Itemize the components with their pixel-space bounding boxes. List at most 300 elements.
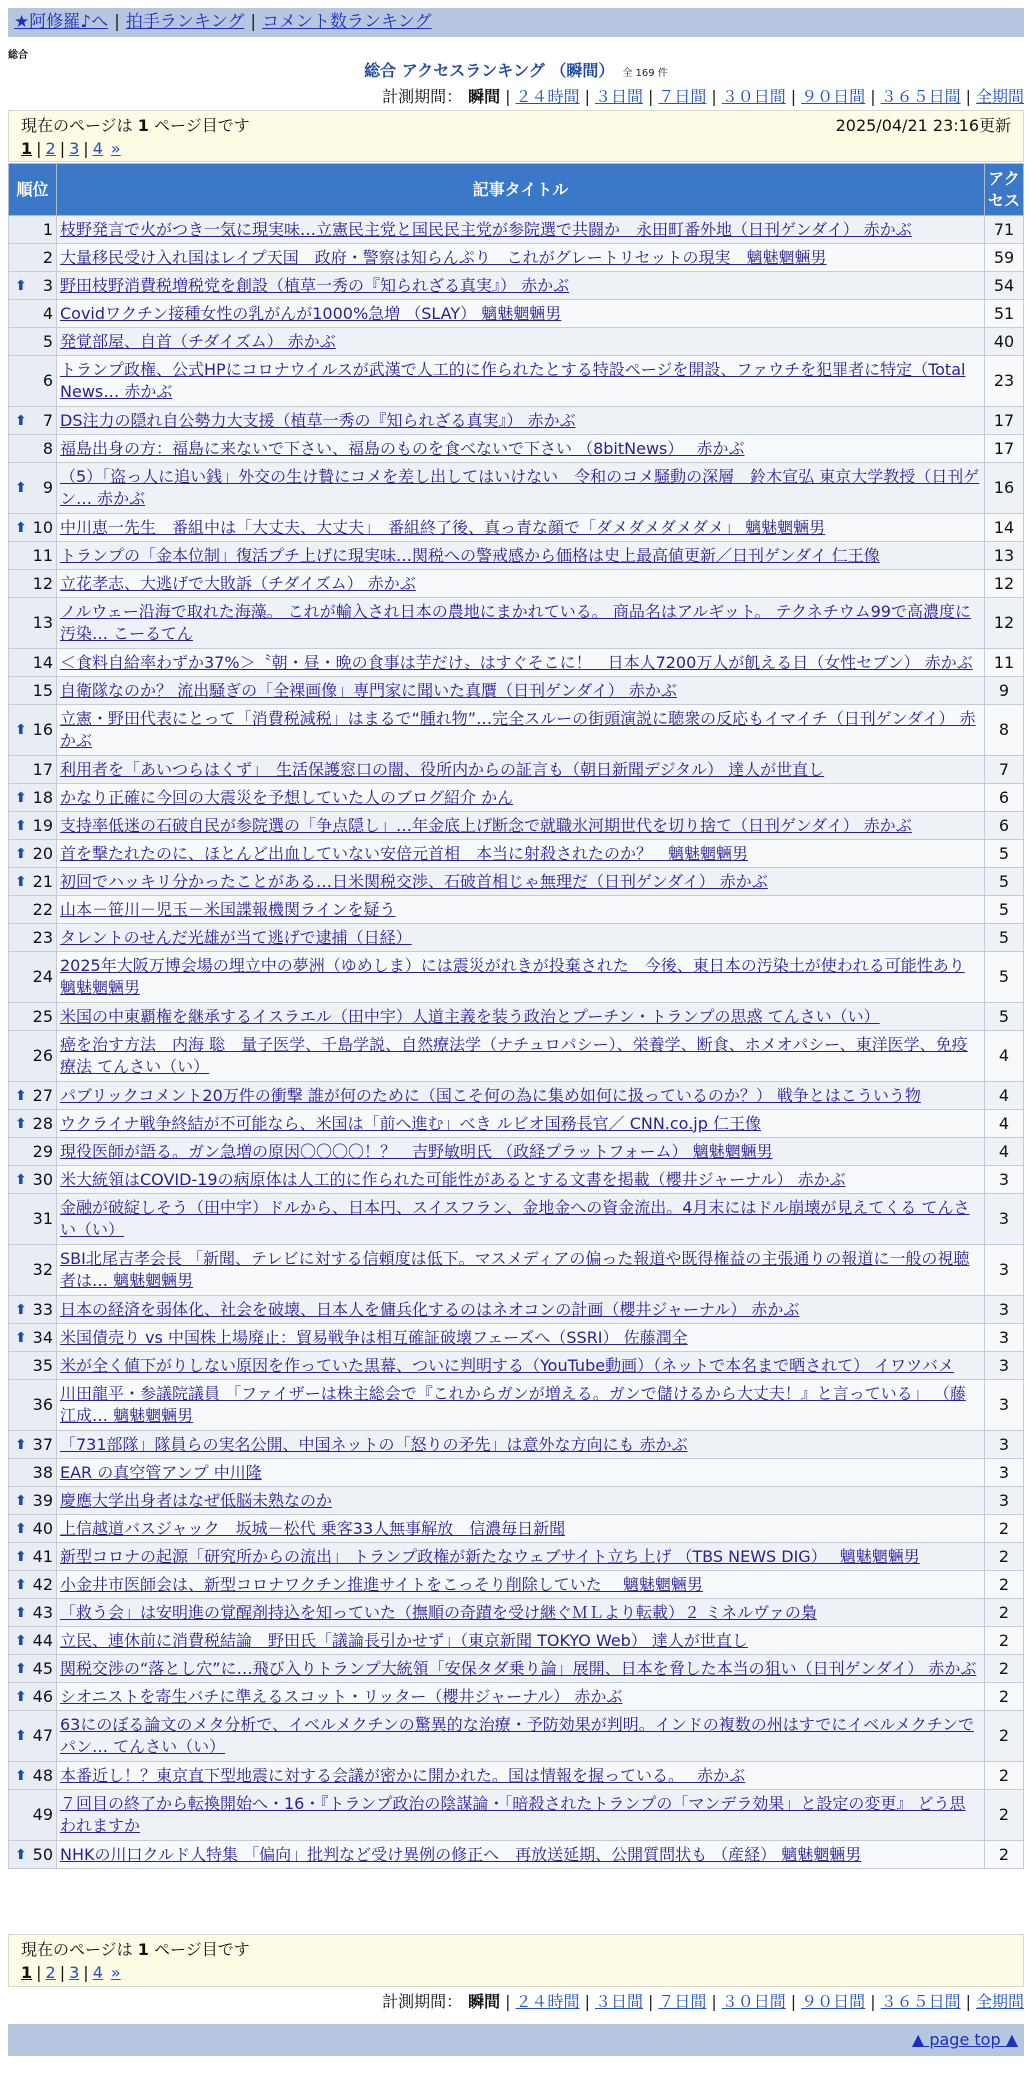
rank-number: 18 — [32, 787, 53, 807]
column-header-title: 記事タイトル — [57, 164, 985, 216]
article-link[interactable]: 枝野発言で火がつき一気に現実味…立憲民主党と国民民主党が参院選で共闘か 永田町番外地（日刊ゲンダイ） 赤かぶ — [60, 219, 912, 239]
table-row — [9, 407, 1024, 435]
rank-cell — [9, 705, 57, 756]
page-link-next[interactable]: » — [110, 139, 121, 158]
title-cell — [57, 1380, 985, 1431]
rank-number: 23 — [32, 927, 53, 947]
rank-number: 33 — [32, 1299, 53, 1319]
rank-cell — [9, 1841, 57, 1869]
access-count: 3 — [985, 1245, 1024, 1296]
access-count: 14 — [985, 514, 1024, 542]
period-3d[interactable]: ３日間 — [594, 87, 643, 106]
article-link[interactable]: 金融が破綻しそう（田中宇）ドルから、日本円、スイスフラン、金地金への資金流出。4月末にはドル崩壊が見えてくる てんさい（い） — [60, 1198, 970, 1239]
updated-timestamp: 2025/04/21 23:16更新 — [835, 116, 1011, 135]
table-row — [9, 1082, 1024, 1110]
article-link[interactable]: 米大統領はCOVID-19の病原体は人工的に作られた可能性があるとする文書を掲載（櫻井ジャーナル） 赤かぶ — [60, 1169, 846, 1189]
table-row — [9, 1655, 1024, 1683]
table-row — [9, 1380, 1024, 1431]
table-row — [9, 1711, 1024, 1762]
page-link-2[interactable]: 2 — [45, 1963, 56, 1982]
period-label: 計測期間： — [382, 1992, 463, 2011]
table-row — [9, 570, 1024, 598]
article-link[interactable]: 米が全く値下がりしない原因を作っていた黒幕、ついに判明する（YouTube動画）（ネットで本名まで晒されて） イワツバメ — [60, 1355, 954, 1375]
title-cell — [57, 1352, 985, 1380]
rank-cell — [9, 896, 57, 924]
rank-cell — [9, 756, 57, 784]
access-count: 3 — [985, 1352, 1024, 1380]
article-link[interactable]: 初回でハッキリ分かったことがある…日米関税交渉、石破首相じゃ無理だ（日刊ゲンダイ） 赤かぶ — [60, 871, 768, 891]
title-cell — [57, 1082, 985, 1110]
article-link[interactable]: NHKの川口クルド人特集 「偏向」批判など受け異例の修正へ 再放送延期、公開質問状も （産経） 魑魅魍魎男 — [60, 1844, 862, 1864]
rank-cell — [9, 514, 57, 542]
rank-cell — [9, 1031, 57, 1082]
pagination: 1 | 2 | 3 | 4 » — [21, 1963, 121, 1982]
rank-cell — [9, 1082, 57, 1110]
title-cell — [57, 896, 985, 924]
rank-number: 11 — [32, 545, 53, 565]
up-arrow-icon: ⬆ — [15, 1548, 27, 1565]
rank-number: 24 — [32, 967, 53, 986]
article-link[interactable]: 小金井市医師会は、新型コロナワクチン推進サイトをこっそり削除していた 魑魅魍魎男 — [60, 1574, 703, 1594]
access-count: 8 — [985, 705, 1024, 756]
access-count: 3 — [985, 1459, 1024, 1487]
table-row — [9, 1194, 1024, 1245]
rank-cell — [9, 1138, 57, 1166]
title-cell — [57, 1138, 985, 1166]
table-row — [9, 784, 1024, 812]
title-cell — [57, 1627, 985, 1655]
page-link-4[interactable]: 4 — [92, 1963, 103, 1982]
up-arrow-icon: ⬆ — [15, 789, 27, 806]
article-link[interactable]: かなり正確に今回の大震災を予想していた人のブログ紹介 かん — [60, 787, 514, 807]
table-row — [9, 435, 1024, 463]
page-link-3[interactable]: 3 — [69, 1963, 80, 1982]
period-30d[interactable]: ３０日間 — [721, 87, 786, 106]
rank-cell — [9, 1352, 57, 1380]
title-cell — [57, 705, 985, 756]
rank-number: 1 — [42, 219, 53, 239]
column-header-access: アクセス — [985, 164, 1024, 216]
period-365d[interactable]: ３６５日間 — [880, 87, 961, 106]
category-label: 総合 — [8, 50, 28, 61]
rank-number: 49 — [32, 1805, 53, 1824]
page-indicator-prefix: 現在のページは — [21, 116, 133, 135]
table-row — [9, 1245, 1024, 1296]
rank-cell — [9, 1599, 57, 1627]
article-link[interactable]: 米国債売り vs 中国株上場廃止：貿易戦争は相互確証破壊フェーズへ（SSRI） 佐藤潤全 — [60, 1327, 688, 1347]
rank-number: 29 — [32, 1141, 53, 1161]
article-link[interactable]: ウクライナ戦争終結が不可能なら、米国は「前へ進む」べき ルビオ国務長官／ CNN.co.jp 仁王像 — [60, 1113, 761, 1133]
article-link[interactable]: トランプ政権、公式HPにコロナウイルスが武漢で人工的に作られたとする特設ページを開設、ファウチを犯罪者に特定（Total News… 赤かぶ — [60, 360, 966, 401]
article-link[interactable]: 中川恵一先生 番組中は「大丈夫、大丈夫」 番組終了後、真っ青な顔で「ダメダメダメダメ」 魑魅魍魎男 — [60, 517, 826, 537]
rank-number: 41 — [32, 1546, 53, 1566]
title-cell — [57, 649, 985, 677]
title-cell — [57, 924, 985, 952]
article-link[interactable]: 「救う会」は安明進の覚醒剤持込を知っていた（撫順の奇蹟を受け継ぐＭＬより転載）２ ミネルヴァの梟 — [60, 1602, 817, 1622]
table-row — [9, 705, 1024, 756]
page-link-4[interactable]: 4 — [92, 139, 103, 158]
period-7d[interactable]: ７日間 — [658, 1992, 707, 2011]
article-link[interactable]: 発覚部屋、自首（チダイズム） 赤かぶ — [60, 331, 336, 351]
title-cell — [57, 216, 985, 244]
access-count: 4 — [985, 1138, 1024, 1166]
period-7d[interactable]: ７日間 — [658, 87, 707, 106]
access-count: 2 — [985, 1841, 1024, 1869]
article-link[interactable]: （5）「盗っ人に追い銭」外交の生け贄にコメを差し出してはいけない 令和のコメ騒動の深層 鈴木宣弘 東京大学教授（日刊ゲン… 赤かぶ — [60, 467, 980, 508]
article-link[interactable]: 63にのぼる論文のメタ分析で、イベルメクチンの驚異的な治療・予防効果が判明。インドの複数の州はすでにイベルメクチンでパン… てんさい（い） — [60, 1715, 974, 1756]
access-count: 40 — [985, 328, 1024, 356]
table-row — [9, 1841, 1024, 1869]
title-cell — [57, 1655, 985, 1683]
table-row — [9, 1571, 1024, 1599]
table-row — [9, 1599, 1024, 1627]
article-link[interactable]: 現役医師が語る。ガン急増の原因〇〇〇〇！？ 吉野敏明氏 （政経プラットフォーム） 魑魅魍魎男 — [60, 1141, 773, 1161]
rank-number: 19 — [32, 815, 53, 835]
page-link-current: 1 — [21, 139, 33, 158]
table-row — [9, 840, 1024, 868]
rank-cell — [9, 1543, 57, 1571]
rank-number: 43 — [32, 1602, 53, 1622]
rank-cell — [9, 868, 57, 896]
table-row — [9, 463, 1024, 514]
rank-number: 16 — [32, 720, 53, 739]
title-cell — [57, 328, 985, 356]
access-count: 2 — [985, 1683, 1024, 1711]
rank-number: 22 — [32, 899, 53, 919]
rank-number: 36 — [32, 1395, 53, 1414]
rank-number: 12 — [32, 573, 53, 593]
rank-number: 45 — [32, 1658, 53, 1678]
rank-cell — [9, 1459, 57, 1487]
rank-cell — [9, 840, 57, 868]
rank-cell — [9, 1655, 57, 1683]
article-link[interactable]: DS注力の隠れ自公勢力大支援（植草一秀の『知られざる真実』） 赤かぶ — [60, 410, 576, 430]
article-link[interactable]: 福島出身の方：福島に来ないで下さい、福島のものを食べないで下さい （8bitNews） 赤かぶ — [60, 438, 745, 458]
nav-link-applause-ranking[interactable]: 拍手ランキング — [125, 12, 245, 32]
period-3d[interactable]: ３日間 — [594, 1992, 643, 2011]
table-row — [9, 1431, 1024, 1459]
access-count: 3 — [985, 1487, 1024, 1515]
rank-cell — [9, 1571, 57, 1599]
rank-number: 6 — [42, 371, 53, 390]
access-count: 3 — [985, 1380, 1024, 1431]
access-count: 5 — [985, 924, 1024, 952]
period-current: 瞬間 — [468, 87, 501, 106]
article-link[interactable]: 新型コロナの起源「研究所からの流出」 トランプ政権が新たなウェブサイト立ち上げ （TBS NEWS DIG） 魑魅魍魎男 — [60, 1546, 920, 1566]
page-top-link[interactable]: ▲ page top ▲ — [911, 2030, 1018, 2049]
title-cell — [57, 463, 985, 514]
table-row — [9, 649, 1024, 677]
access-count: 2 — [985, 1543, 1024, 1571]
article-link[interactable]: 「731部隊」隊員らの実名公開、中国ネットの「怒りの矛先」は意外な方向にも 赤かぶ — [60, 1434, 688, 1454]
title-cell — [57, 356, 985, 407]
title-cell — [57, 435, 985, 463]
period-selector-top: 計測期間： 瞬間 | ２４時間 | ３日間 | ７日間 | ３０日間 | ９０日間 | ３６５日間 | 全期間 — [382, 87, 1024, 106]
period-24h[interactable]: ２４時間 — [515, 87, 580, 106]
up-arrow-icon: ⬆ — [15, 845, 27, 862]
nav-separator: | — [114, 12, 120, 32]
rank-cell — [9, 677, 57, 705]
table-row — [9, 924, 1024, 952]
rank-cell — [9, 328, 57, 356]
table-row — [9, 812, 1024, 840]
title-cell — [57, 677, 985, 705]
rank-number: 26 — [32, 1046, 53, 1065]
table-row — [9, 1487, 1024, 1515]
article-link[interactable]: 自衛隊なのか？ 流出騒ぎの「全裸画像」専門家に聞いた真贋（日刊ゲンダイ） 赤かぶ — [60, 680, 677, 700]
up-arrow-icon: ⬆ — [15, 1660, 27, 1677]
access-count: 54 — [985, 272, 1024, 300]
pager-top — [8, 110, 1024, 162]
rank-cell — [9, 542, 57, 570]
pager-bottom — [8, 1934, 1024, 1987]
page-indicator-number: 1 — [137, 1940, 149, 1959]
rank-number: 38 — [32, 1462, 53, 1482]
ranking-heading — [0, 60, 1032, 85]
title-cell — [57, 1110, 985, 1138]
rank-number: 42 — [32, 1574, 53, 1594]
access-count: 3 — [985, 1296, 1024, 1324]
access-count: 2 — [985, 1571, 1024, 1599]
pagination: 1 | 2 | 3 | 4 » — [21, 139, 121, 158]
article-link[interactable]: ノルウェー沿海で取れた海藻。 これが輸入され日本の農地にまかれている。 商品名はアルギット。 テクネチウム99で高濃度に汚染… こーるてん — [60, 602, 971, 643]
access-count: 2 — [985, 1515, 1024, 1543]
table-row — [9, 1324, 1024, 1352]
item-count: 全 169 件 — [622, 68, 668, 79]
up-arrow-icon: ⬆ — [15, 722, 27, 738]
rank-number: 21 — [32, 871, 53, 891]
table-row — [9, 1790, 1024, 1841]
title-cell — [57, 300, 985, 328]
title-cell — [57, 1324, 985, 1352]
title-cell — [57, 1459, 985, 1487]
title-cell — [57, 1543, 985, 1571]
rank-number: 13 — [32, 613, 53, 632]
title-cell — [57, 1711, 985, 1762]
title-cell — [57, 272, 985, 300]
rank-cell — [9, 570, 57, 598]
access-count: 11 — [985, 649, 1024, 677]
table-row — [9, 272, 1024, 300]
rank-number: 14 — [32, 652, 53, 672]
table-row — [9, 1459, 1024, 1487]
article-link[interactable]: 上信越道バスジャック 坂城－松代 乗客33人無事解放 信濃毎日新聞 — [60, 1518, 566, 1538]
access-count: 2 — [985, 1627, 1024, 1655]
rank-number: 2 — [42, 247, 53, 267]
rank-cell — [9, 1711, 57, 1762]
access-count: 4 — [985, 1082, 1024, 1110]
title-cell — [57, 1762, 985, 1790]
rank-number: 3 — [42, 275, 53, 295]
title-cell — [57, 1431, 985, 1459]
title-cell — [57, 784, 985, 812]
rank-number: 37 — [32, 1434, 53, 1454]
article-link[interactable]: 首を撃たれたのに、ほとんど出血していない安倍元首相 本当に射殺されたのか？ 魑魅魍魎男 — [60, 843, 749, 863]
page-indicator-suffix: ページ目です — [154, 1940, 250, 1959]
title-cell — [57, 1683, 985, 1711]
rank-number: 7 — [42, 410, 53, 430]
article-link[interactable]: EAR の真空管アンプ 中川隆 — [60, 1462, 262, 1482]
title-cell — [57, 868, 985, 896]
rank-cell — [9, 924, 57, 952]
rank-number: 10 — [32, 517, 53, 537]
access-count: 4 — [985, 1031, 1024, 1082]
title-cell — [57, 1599, 985, 1627]
access-count: 4 — [985, 1110, 1024, 1138]
access-count: 12 — [985, 598, 1024, 649]
article-link[interactable]: シオニストを寄生バチに準えるスコット・リッター（櫻井ジャーナル） 赤かぶ — [60, 1686, 623, 1706]
title-cell — [57, 514, 985, 542]
period-30d[interactable]: ３０日間 — [721, 1992, 786, 2011]
article-link[interactable]: 関税交渉の“落とし穴”に…飛び入りトランプ大統領「安保タダ乗り論」展開、日本を脅した本当の狙い（日刊ゲンダイ） 赤かぶ — [60, 1658, 977, 1678]
table-row — [9, 1296, 1024, 1324]
up-arrow-icon: ⬆ — [15, 1087, 27, 1104]
table-row — [9, 1110, 1024, 1138]
access-count: 59 — [985, 244, 1024, 272]
title-cell — [57, 570, 985, 598]
access-count: 2 — [985, 1711, 1024, 1762]
rank-cell — [9, 1627, 57, 1655]
article-link[interactable]: 支持率低迷の石破自民が参院選の「争点隠し」…年金底上げ断念で就職氷河期世代を切り捨て（日刊ゲンダイ） 赤かぶ — [60, 815, 912, 835]
period-365d[interactable]: ３６５日間 — [880, 1992, 961, 2011]
article-link[interactable]: 米国の中東覇権を継承するイスラエル（田中宇）人道主義を装う政治とプーチン・トランプの思惑 てんさい（い） — [60, 1006, 880, 1026]
table-row — [9, 896, 1024, 924]
title-cell — [57, 1790, 985, 1841]
up-arrow-icon: ⬆ — [15, 1576, 27, 1593]
nav-link-comment-ranking[interactable]: コメント数ランキング — [262, 12, 432, 32]
up-arrow-icon: ⬆ — [15, 1171, 27, 1188]
page-indicator-suffix: ページ目です — [154, 116, 250, 135]
title-cell — [57, 812, 985, 840]
period-all[interactable]: 全期間 — [975, 1992, 1024, 2011]
table-row — [9, 1031, 1024, 1082]
up-arrow-icon: ⬆ — [15, 1632, 27, 1649]
up-arrow-icon: ⬆ — [15, 817, 27, 834]
up-arrow-icon: ⬆ — [15, 1604, 27, 1621]
article-link[interactable]: 利用者を「あいつらはくず」 生活保護窓口の闇、役所内からの証言も（朝日新聞デジタル） 達人が世直し — [60, 759, 825, 779]
up-arrow-icon: ⬆ — [15, 1520, 27, 1537]
table-row — [9, 356, 1024, 407]
article-link[interactable]: 大量移民受け入れ国はレイプ天国 政府・警察は知らんぷり これがグレートリセットの現実 魑魅魍魎男 — [60, 247, 827, 267]
rank-cell — [9, 1194, 57, 1245]
title-cell — [57, 952, 985, 1003]
article-link[interactable]: ７回目の終了から転換開始へ・16・『トランプ政治の陰謀論・「暗殺されたトランプの「マンデラ効果」と設定の変更』 どう思われますか — [60, 1794, 966, 1835]
page-link-next[interactable]: » — [110, 1963, 121, 1982]
access-count: 3 — [985, 1166, 1024, 1194]
title-cell — [57, 756, 985, 784]
access-count: 3 — [985, 1324, 1024, 1352]
page-link-2[interactable]: 2 — [45, 139, 56, 158]
access-count: 5 — [985, 840, 1024, 868]
article-link[interactable]: 山本－笹川－児玉－米国諜報機関ラインを疑う — [60, 899, 396, 919]
page-link-3[interactable]: 3 — [69, 139, 80, 158]
rank-cell — [9, 812, 57, 840]
access-count: 17 — [985, 435, 1024, 463]
article-link[interactable]: 日本の経済を弱体化、社会を破壊、日本人を傭兵化するのはネオコンの計画（櫻井ジャーナル） 赤かぶ — [60, 1299, 800, 1319]
nav-link-asyura[interactable]: ★阿修羅♪へ — [14, 12, 109, 32]
table-row — [9, 868, 1024, 896]
rank-number: 35 — [32, 1355, 53, 1375]
rank-number: 8 — [42, 438, 53, 458]
rank-number: 40 — [32, 1518, 53, 1538]
access-count: 2 — [985, 1790, 1024, 1841]
table-row — [9, 598, 1024, 649]
title-cell — [57, 1245, 985, 1296]
access-count: 5 — [985, 1003, 1024, 1031]
title-cell — [57, 1003, 985, 1031]
table-row — [9, 952, 1024, 1003]
rank-cell — [9, 1245, 57, 1296]
table-row — [9, 244, 1024, 272]
period-all[interactable]: 全期間 — [975, 87, 1024, 106]
rank-cell — [9, 649, 57, 677]
up-arrow-icon: ⬆ — [15, 1846, 27, 1863]
rank-cell — [9, 435, 57, 463]
rank-cell — [9, 1296, 57, 1324]
article-link[interactable]: 川田龍平・参議院議員 「ファイザーは株主総会で『これからガンが増える。ガンで儲けるから大丈夫！』と言っている」 （藤江成… 魑魅魍魎男 — [60, 1384, 966, 1425]
bottom-bar — [8, 2024, 1024, 2056]
title-cell — [57, 407, 985, 435]
rank-number: 4 — [42, 303, 53, 323]
article-link[interactable]: Covidワクチン接種女性の乳がんが1000%急増 （SLAY） 魑魅魍魎男 — [60, 303, 562, 323]
article-link[interactable]: 立憲・野田代表にとって「消費税減税」はまるで“腫れ物”…完全スルーの街頭演説に聴衆の反応もイマイチ（日刊ゲンダイ） 赤かぶ — [60, 709, 976, 750]
table-row — [9, 1543, 1024, 1571]
up-arrow-icon: ⬆ — [15, 277, 27, 294]
article-link[interactable]: 2025年大阪万博会場の埋立中の夢洲（ゆめしま）には震災がれきが投棄された 今後、東日本の汚染土が使われる可能性あり 魑魅魍魎男 — [60, 956, 965, 997]
access-count: 51 — [985, 300, 1024, 328]
rank-number: 48 — [32, 1765, 53, 1785]
access-count: 5 — [985, 868, 1024, 896]
title-cell — [57, 1841, 985, 1869]
rank-number: 46 — [32, 1686, 53, 1706]
article-link[interactable]: 野田枝野消費税増税党を創設（植草一秀の『知られざる真実』） 赤かぶ — [60, 275, 570, 295]
nav-separator: | — [250, 12, 257, 32]
article-link[interactable]: トランプの「金本位制」復活プチ上げに現実味…関税への警戒感から価格は史上最高値更新／日刊ゲンダイ 仁王像 — [60, 545, 880, 565]
table-row — [9, 1003, 1024, 1031]
rank-cell — [9, 598, 57, 649]
table-row — [9, 1683, 1024, 1711]
access-count: 2 — [985, 1655, 1024, 1683]
article-link[interactable]: 立花孝志、大逃げで大敗訴（チダイズム） 赤かぶ — [60, 573, 416, 593]
top-nav-bar — [8, 8, 1024, 37]
table-row — [9, 1352, 1024, 1380]
article-link[interactable]: パブリックコメント20万件の衝撃 誰が何のために（国こそ何の為に集め如何に扱っているのか？） 戦争とはこういう物 — [60, 1085, 921, 1105]
access-count: 5 — [985, 952, 1024, 1003]
title-cell — [57, 1571, 985, 1599]
page-link-current: 1 — [21, 1963, 33, 1982]
period-90d[interactable]: ９０日間 — [801, 1992, 866, 2011]
period-current: 瞬間 — [468, 1992, 501, 2011]
access-count: 3 — [985, 1194, 1024, 1245]
article-link[interactable]: SBI北尾吉孝会長 「新聞、テレビに対する信頼度は低下。マスメディアの偏った報道や既得権益の主張通りの報道に一般の視聴者は… 魑魅魍魎男 — [60, 1249, 970, 1290]
article-link[interactable]: 本番近し！？東京直下型地震に対する会議が密かに開かれた。国は情報を握っている。 赤かぶ — [60, 1765, 746, 1785]
article-link[interactable]: タレントのせんだ光雄が当て逃げで逮捕（日経） — [60, 927, 412, 947]
rank-cell — [9, 1110, 57, 1138]
article-link[interactable]: 立民、連休前に消費税結論 野田氏「議論長引かせず」（東京新聞 TOKYO Web） 達人が世直し — [60, 1630, 748, 1650]
title-cell — [57, 244, 985, 272]
period-selector-bottom: 計測期間： 瞬間 | ２４時間 | ３日間 | ７日間 | ３０日間 | ９０日間 | ３６５日間 | 全期間 — [382, 1992, 1024, 2011]
table-row — [9, 1515, 1024, 1543]
rank-number: 25 — [32, 1006, 53, 1026]
access-count: 3 — [985, 1431, 1024, 1459]
article-link[interactable]: ＜食料自給率わずか37%＞〝朝・昼・晩の食事は芋だけ〟はすぐそこに！ 日本人7200万人が飢える日（女性セブン） 赤かぶ — [60, 652, 973, 672]
period-24h[interactable]: ２４時間 — [515, 1992, 580, 2011]
period-90d[interactable]: ９０日間 — [801, 87, 866, 106]
rank-cell — [9, 1324, 57, 1352]
article-link[interactable]: 慶應大学出身者はなぜ低脳未熟なのか — [60, 1490, 333, 1510]
ranking-table — [8, 163, 1024, 1869]
article-link[interactable]: 癌を治す方法 内海 聡 量子医学、千島学説、自然療法学（ナチュロパシー）、栄養学、断食、ホメオパシー、東洋医学、免疫療法 てんさい（い） — [60, 1035, 968, 1076]
